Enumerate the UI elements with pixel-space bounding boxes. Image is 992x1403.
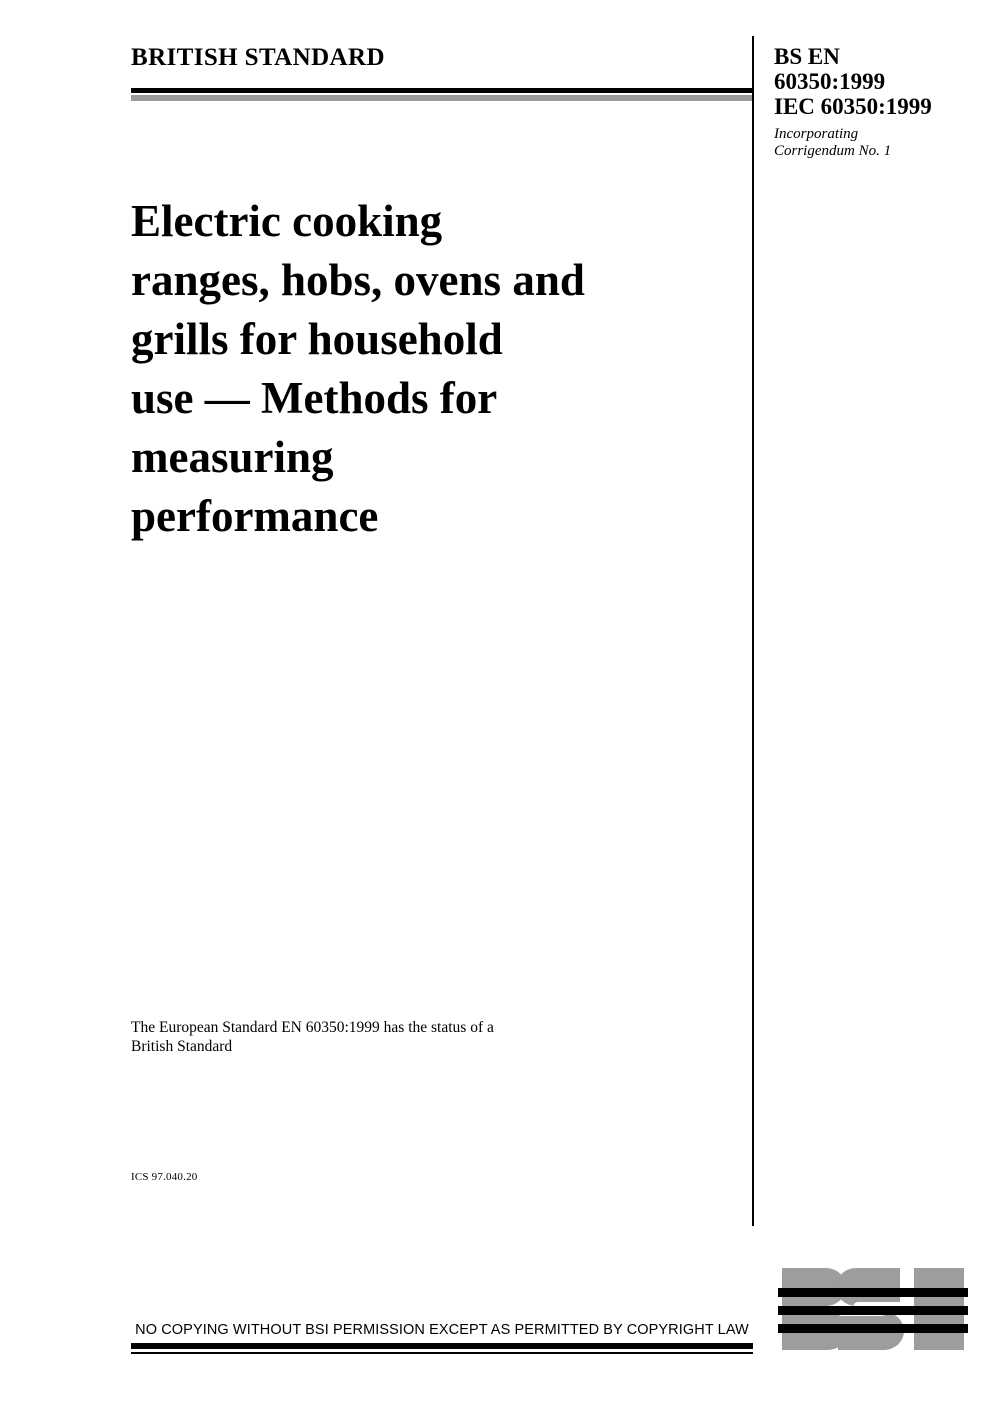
- standard-number: [774, 44, 984, 119]
- header-rule-black: [131, 88, 753, 93]
- header-rule-grey: [131, 95, 753, 101]
- footer-rule-thick: [131, 1343, 753, 1349]
- status-note-line: The European Standard EN 60350:1999 has the status of a: [131, 1019, 494, 1036]
- ics-code: ICS 97.040.20: [131, 1171, 198, 1183]
- page-title: [131, 192, 751, 546]
- corrigendum-line: Corrigendum No. 1: [774, 143, 892, 159]
- copyright-notice: NO COPYING WITHOUT BSI PERMISSION EXCEPT AS PERMITTED BY COPYRIGHT LAW: [135, 1322, 749, 1338]
- bsi-logo: [778, 1262, 968, 1350]
- footer-rule-thin: [131, 1352, 753, 1354]
- status-note-line: British Standard: [131, 1038, 233, 1055]
- page-title-line: use — Methods for: [131, 373, 498, 423]
- standard-number-line: BS EN: [774, 44, 840, 69]
- standard-number-line: IEC 60350:1999: [774, 94, 932, 119]
- page-title-line: performance: [131, 491, 379, 541]
- page-title-line: grills for household: [131, 314, 503, 364]
- page-title-line: Electric cooking: [131, 196, 443, 246]
- page-title-line: ranges, hobs, ovens and: [131, 255, 585, 305]
- vertical-divider: [752, 36, 754, 1226]
- standard-number-line: 60350:1999: [774, 69, 886, 94]
- british-standard-header: BRITISH STANDARD: [131, 44, 385, 71]
- page-title-line: measuring: [131, 432, 334, 482]
- status-note: [131, 1018, 691, 1056]
- corrigendum-note: [774, 126, 974, 160]
- corrigendum-line: Incorporating: [774, 126, 859, 142]
